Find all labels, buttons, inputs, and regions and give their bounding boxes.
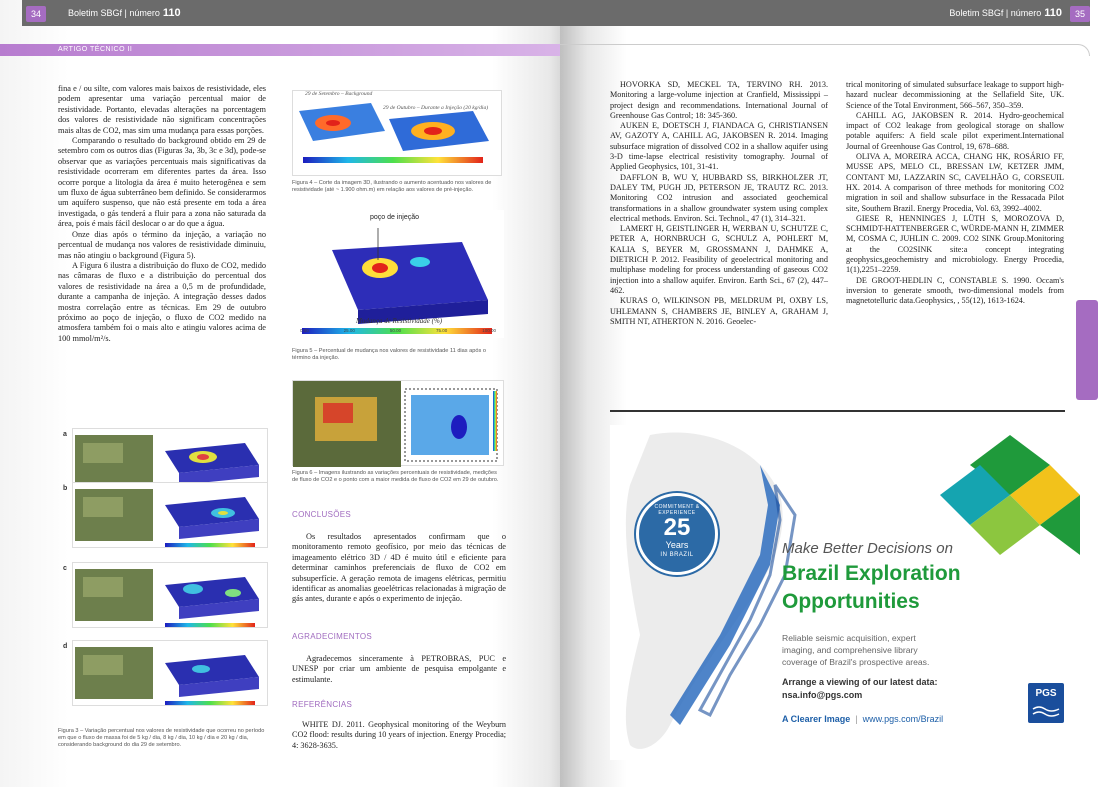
reference-item: DAFFLON B, WU Y, HUBBARD SS, BIRKHOLZER JT, DALEY TM, PUGH JD, PETERSON JE, TRAUTZ RC. 2013. Monitoring CO2 intrusion and associated geochemical transformations in a shallow groundwater system using complex electrical methods. Environ. Sci. Technol., 47 (1), 314–321. [610,172,828,223]
reference-item: OLIVA A, MOREIRA ACCA, CHANG HK, ROSÁRIO FF, MUSSE APS, MELO CL, BRESSAN LW, KETZER JMM, CONTANT MJ, LAZZARIN SC, CAVELHÃO G, CORSEUIL HX. 2014. A comparison of three methods for monitoring CO2 migration in soil and shallow subsurface in the Ressacada Pilot site, Southern Brazil. Energy Procedia, Vol. 63, 3992–4002. [846,152,1064,213]
reference-item: KURAS O, WILKINSON PB, MELDRUM PI, OXBY LS, UHLEMANN S, CHAMBERS JE, BINLEY A, GRAHAM J, SMITH NT, ATHERTON N. 2016. Geoelec- [610,296,828,326]
figure-4-right-label: 29 de Outubro – Durante a Injeção (20 kg/dia) [383,105,489,111]
tick-label: 100.00 [482,328,496,333]
figure-3c [63,562,268,628]
paragraph: fina e / ou silte, com valores mais baixos de resistividade, eles podem apresentar uma variação percentual maior de resistividade. Portanto, elevadas alterações na porcentagem dos valores de resistividade não significam concentrações mais altas de CO2, mas sim uma mudança para essas porções. [58,84,266,135]
conclusoes-text: Os resultados apresentados confirmam que o monitoramento remoto geofísico, por meio das técnicas de imageamento elétrico 3D / 4D é muito útil e eficiente para determinar caminhos preferenciais de fluxo de CO2 em subsuperfície. A geração remota de imagens elétricas, permitiu identificar as anomalias geoelétricas relacionadas à migração de gás antes, durante e após o experimento de injeção. [292,532,506,604]
badge-top-text: COMMITMENT & EXPERIENCE [654,504,700,516]
left-page-number: 34 [26,6,46,22]
magazine-name: Boletim SBGf [949,8,1004,18]
figure-5-caption: Figura 5 – Percentual de mudança nos valores de resistividade 11 dias após o término da injeção. [292,348,486,361]
figure-4-caption: Figura 4 – Corte da imagem 3D, ilustrando o aumento acentuado nos valores de resistividade (até ~ 1.900 ohm.m) em relação aos valores de pré-injeção. [292,180,492,193]
pgs-logo-text: PGS [1035,688,1057,699]
wave-icon [1031,705,1061,719]
figure-3c-image [73,563,269,629]
tick-label: 0.00 [300,328,309,333]
reference-item: AUKEN E, DOETSCH J, FIANDACA G, CHRISTIANSEN AV, GAZOTY A, CAHILL AG, JAKOBSEN R. 2014. Imaging subsurface migration of dissolved CO2 in a shallow aquifer using 3-D time-lapse electrical resistivity tomography. Journal of Applied Geophysics, 101, 31-41. [610,121,828,172]
panel-label: b [63,485,68,492]
panel-label: a [63,431,67,438]
ad-description [782,632,929,668]
reference-item: WHITE DJ. 2011. Geophysical monitoring of the Weyburn CO2 flood: results during 10 years of injection. Energy Procedia; 4: 3628-3635. [292,720,506,750]
panel-label: c [63,565,67,572]
referencias-title: REFERÊNCIAS [292,700,353,709]
figure-6 [292,380,504,466]
ad-description-line: Reliable seismic acquisition, expert [782,633,916,643]
conclusoes-title: CONCLUSÕES [292,510,352,519]
reference-item: GIESE R, HENNINGES J, LÜTH S, MOROZOVA D, SCHMIDT-HATTENBERGER C, WÜRDE-MANN H, ZIMMER M, COSMA C, JUHLIN C. 2009. CO2 SINK Group.Monitoring at the CO2SINK site:a concept integrating geophysics,geochemistry and microbiology. Energy Procedia, 1(1),2251–2259. [846,213,1064,275]
references-column-1 [610,80,828,327]
issue-number: 110 [1044,7,1062,19]
ad-footer: A Clearer Image | www.pgs.com/Brazil [782,714,944,724]
figure-3d-image [73,641,269,707]
ad-title-line: Brazil Exploration [782,562,961,585]
figure-4-left-label: 29 de Setembro – Background [305,91,373,97]
ad-title [782,560,961,616]
pgs-logo [1028,683,1064,723]
figure-6-image [293,381,505,467]
issue-number: 110 [162,7,181,19]
figure-3-caption: Figura 3 – Variação percentual nos valores de resistividade que ocorreu no período em que o fluxo de massa foi de 5 kg / dia, 8 kg / dia, 10 kg / dia e 20 kg / dia, considerando background do dia 29 de setembro. [58,728,265,748]
badge-bottom-text: IN BRAZIL [660,552,694,558]
figure-5-ticks [300,328,496,333]
reference-item: LAMERT H, GEISTLINGER H, WERBAN U, SCHUTZE C, PETER A, HORNBRUCH G, SCHULZ A, POHLERT M, KALIA S, BEYER M, GROSSMANN J, DAHMKE A, DIETRICH P. 2012. Feasibility of geoelectrical monitoring and multiphase modeling for process understanding of gaseous CO2 injection into a shallow aquifer. Environ. Earth Sci., 67 (2), 447–462. [610,224,828,295]
issue-label: número [129,8,160,18]
figure-4-image [293,91,503,177]
ad-url-link[interactable]: www.pgs.com/Brazil [862,714,944,724]
ad-tagline: A Clearer Image [782,714,851,724]
ad-title-line: Opportunities [782,590,920,613]
tick-label: 75.00 [436,328,448,333]
left-header: Boletim SBGf | número 110 [22,0,567,26]
figure-6-caption: Figura 6 – Imagens ilustrando as variações percentuais de resistividade, medições de fluxo de CO2 e o ponto com a maior medida de fluxo de CO2 em 29 de outubro. [292,470,499,483]
tick-label: 25.00 [343,328,355,333]
page-corner [560,44,1090,56]
paragraph: Onze dias após o término da injeção, a variação no percentual de mudança nos valores de resistividade diminuiu, mas não atingiu o background (Figura 5). [58,229,266,260]
panel-label: d [63,643,68,650]
figure-5-colorbar-title: Mudança de Resistividade (%) [356,317,443,325]
tick-label: 50.00 [389,328,402,333]
figure-4 [292,90,502,176]
ad-call-to-action [782,676,938,702]
right-page-number: 35 [1070,6,1090,22]
badge-number: 25 [663,514,691,541]
figure-3b-image [73,483,269,549]
ad-description-line: coverage of Brazil's prospective areas. [782,657,930,667]
paragraph: Comparando o resultado do background obtido em 29 de setembro com os outros dias (Figuras 3a, 3b, 3c e 3d), pode-se observar que as variações percentuais mais significativas da resistividade ocorreram em diferentes partes da área. Isso ocorre porque a litologia da área é muito heterogênea e sem um fluxo de água subterrâneo bem definido. Se considerarmos um aquífero suspenso, que não está presente em toda a área investigada, o gás tenderá a fluir para a zona não saturada da área, pois é mais fácil deslocar o ar do que a água. [58,136,266,229]
magazine-name: Boletim SBGf [68,8,123,18]
ad-cta-line: Arrange a viewing of our latest data: [782,677,938,687]
ad-email-link[interactable]: nsa.info@pgs.com [782,690,863,700]
references-column-2 [846,80,1064,307]
reference-item: trical monitoring of simulated subsurface leakage to support high-hazard nuclear decommissioning at the Sellafield Site, UK. Science of the Total Environment, 566–567, 350–359. [846,80,1064,110]
agradecimentos-text: Agradecemos sinceramente à PETROBRAS, PUC e UNESP por criar um ambiente de pesquisa empolgante e estimulante. [292,654,506,684]
section-bar: ARTIGO TÉCNICO II [0,44,572,56]
reference-item: CAHILL AG, JAKOBSEN R. 2014. Hydro-geochemical impact of CO2 leakage from geological storage on shallow potable aquifers: A field scale pilot experiment.International Journal of Greenhouse Gas Control, 19, 678–688. [846,110,1064,151]
references-divider [610,410,1065,412]
reference-item: HOVORKA SD, MECKEL TA, TERVINO RH. 2013. Monitoring a large-volume injection at Cranfield, Mississippi – project design and recommendations. International Journal of Greenhouse Gas Control; 18: 345-360. [610,80,828,120]
reference-item: DE GROOT-HEDLIN C, CONSTABLE S. 1990. Occam's inversion to generate smooth, two-dimensional models from magnetotelluric data.Geophysics, , 55(12), 1613-1624. [846,275,1064,306]
figure-3d [63,640,268,706]
page-tab [1076,300,1098,400]
ad-description-line: imaging, and comprehensive library [782,645,918,655]
right-header: Boletim SBGf | número 110 [560,0,1090,26]
issue-label: número [1010,8,1042,18]
figure-5 [292,210,504,338]
paragraph: A Figura 6 ilustra a distribuição do fluxo de CO2, medido nas câmaras de fluxo e a distribuição do percentual dos valores de resistividade na área a 0,5 m de profundidade, durante a campanha de injeção. A integração desses dados mostra correlação entre as técnicas. Em 29 de outubro próximo ao poço de injeção, o fluxo de CO2 medido na atmosfera também foi o mais alto e atingiu valores acima de 100 mmol/m²/s. [58,260,266,343]
left-text-column [58,84,266,344]
agradecimentos-title: AGRADECIMENTOS [292,632,373,641]
anniversary-badge [636,493,718,575]
ad-headline: Make Better Decisions on [782,540,953,557]
figure-3b [63,482,268,548]
badge-years: Years [665,540,689,550]
figure-5-well-label: poço de injeção [370,214,420,221]
